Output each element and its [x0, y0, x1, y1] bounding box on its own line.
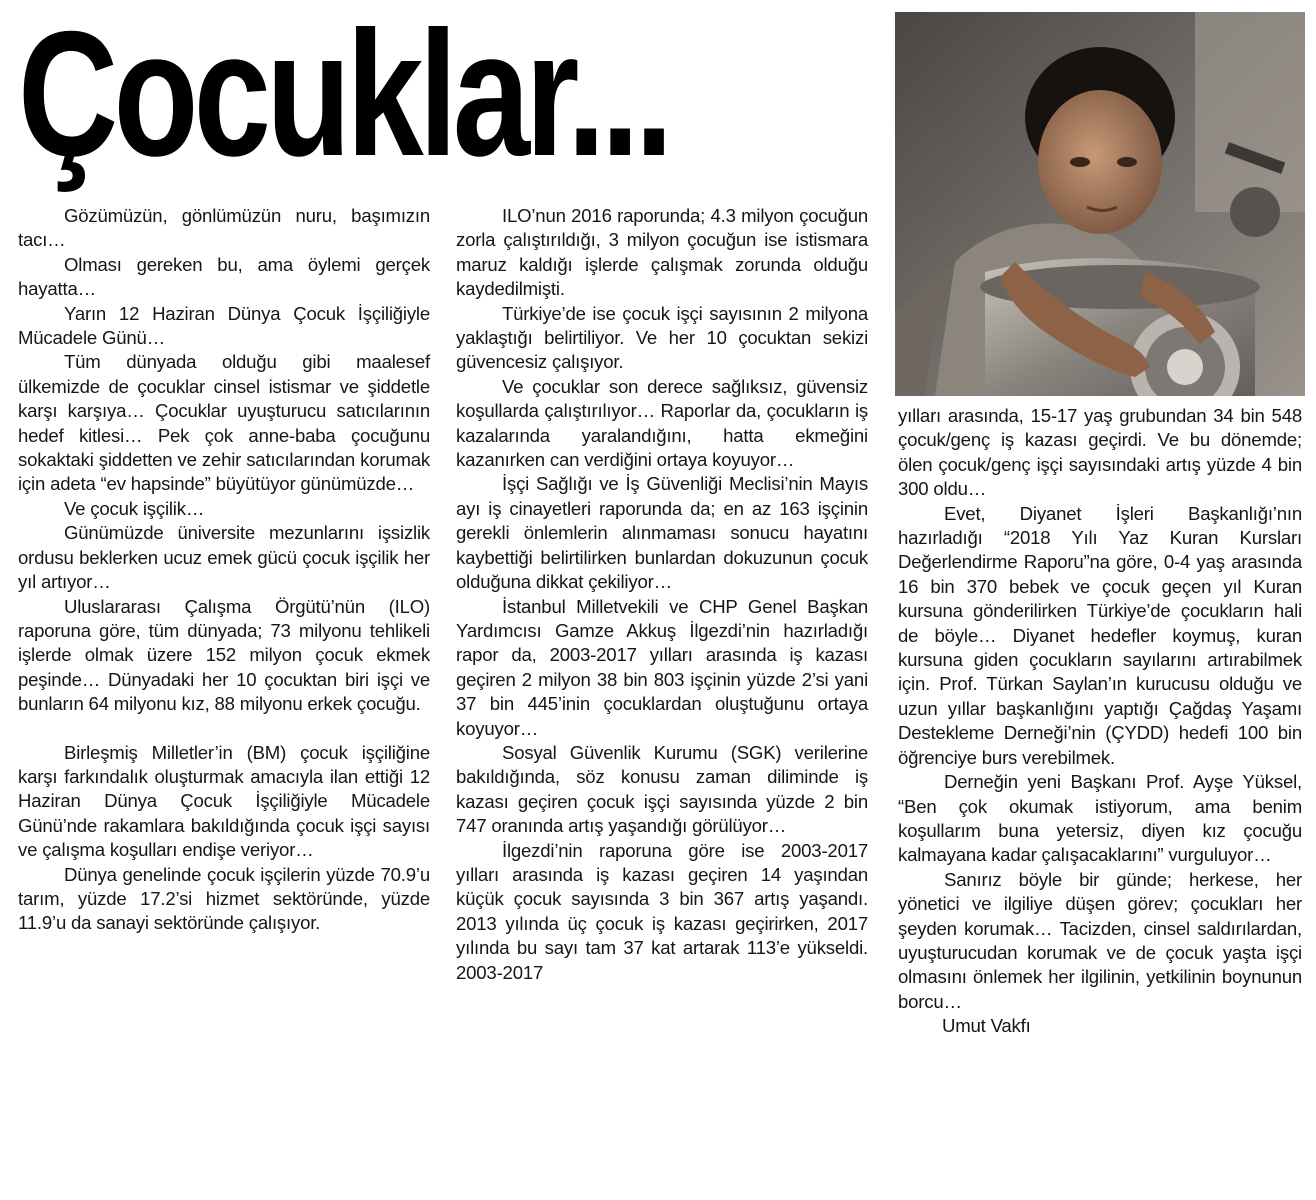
- paragraph: İşçi Sağlığı ve İş Güvenliği Meclisi’nin Mayıs ayı iş cinayetleri raporunda da; en az 163 işçinin gerekli önlemlerin alınmaması sonucu hayatını kaybettiği belirtilirken bunlardan dokuzunun çocuk olduğuna dikkat çekiliyor…: [456, 473, 868, 593]
- paragraph: İstanbul Milletvekili ve CHP Genel Başkan Yardımcısı Gamze Akkuş İlgezdi’nin hazırladığı rapor da, 2003-2017 yılları arasında iş kazası geçiren 2 milyon 38 bin 803 işçinin yüzde 2’si yani 37 bin 445’inin çocuklardan oluştuğunu ortaya koyuyor…: [456, 595, 868, 739]
- paragraph: Olması gereken bu, ama öylemi gerçek hayatta…: [18, 253, 430, 300]
- paragraph: Ve çocuk işçilik…: [64, 497, 205, 519]
- paragraph: Tüm dünyada olduğu gibi maalesef ülkemizde de çocuklar cinsel istismar ve şiddetle karşı karşıya… Çocuklar uyuşturucu satıcılarının hedef kitlesi… Pek çok anne-baba çocuğunu sokaktaki şiddetten ve zehir satıcılarından korumak için adeta “ev hapsinde” büyütüyor günümüzde…: [18, 351, 430, 495]
- paragraph: ILO’nun 2016 raporunda; 4.3 milyon çocuğun zorla çalıştırıldığı, 3 milyon çocuğun ise istismara maruz kaldığı işlerde çalışmak zorunda olduğu kaydedilmişti.: [456, 205, 868, 300]
- author-signature: Umut Vakfı: [942, 1015, 1031, 1037]
- photo-illustration: [895, 12, 1305, 396]
- paragraph: Ve çocuklar son derece sağlıksız, güvensiz koşullarda çalıştırılıyor… Raporlar da, çocukların iş kazalarında yaralandığını, hatta ekmeğini kazanırken can verdiğini ortaya koyuyor…: [456, 375, 868, 471]
- paragraph: yılları arasında, 15-17 yaş grubundan 34 bin 548 çocuk/genç iş kazası geçirdi. Ve bu dönemde; ölen çocuk/genç işçi sayısındaki artış yüzde 4 bin 300 oldu…: [898, 405, 1302, 500]
- paragraph: Günümüzde üniversite mezunlarını işsizlik ordusu beklerken ucuz emek gücü çocuk işçilik her yıl artıyor…: [18, 522, 430, 593]
- headline: Çocuklar...: [18, 0, 669, 193]
- paragraph: İlgezdi’nin raporuna göre ise 2003-2017 yılları arasında iş kazası geçiren 14 yaşından küçük çocuk sayısında 3 bin 367 artış yaşandı. 2013 yılında üç çocuk iş kazası geçirirken, 2017 yılında bu sayı tam 37 kat artarak 113’e yükseldi. 2003-2017: [456, 839, 868, 983]
- paragraph: Gözümüzün, gönlümüzün nuru, başımızın tacı…: [18, 205, 430, 251]
- paragraph: Uluslararası Çalışma Örgütü’nün (ILO) raporuna göre, tüm dünyada; 73 milyonu tehlikeli işlerde olmak üzere 152 milyon çocuk ekmek peşinde… Dünyadaki her 10 çocuktan biri işçi ve bunların 64 milyonu kız, 88 milyonu erkek çocuğu.: [18, 595, 430, 715]
- paragraph: Türkiye’de ise çocuk işçi sayısının 2 milyona yaklaştığı belirtiliyor. Ve her 10 çocuktan sekizi güvencesiz çalışıyor.: [456, 302, 868, 373]
- paragraph: Sosyal Güvenlik Kurumu (SGK) verilerine bakıldığında, söz konusu zaman diliminde iş kazası geçiren çocuk işçi sayısında yüzde 2 bin 747 oranında artış yaşandığı görülüyor…: [456, 741, 868, 837]
- paragraph: Evet, Diyanet İşleri Başkanlığı’nın hazırladığı “2018 Yılı Yaz Kuran Kursları Değerlendirme Raporu”na göre, 0-4 yaş arasında 16 bin 370 bebek ve çocuk geçen yıl Kuran kursuna gönderilirken Türkiye’de çocukların hali de böyle… Diyanet hedefler koymuş, kuran kursuna giden çocukların sayılarını artırabilmek için. Prof. Türkan Saylan’ın kurucusu olduğu ve uzun yıllar başkanlığını yaptığı Çağdaş Yaşamı Destekleme Derneği’nin (ÇYDD) hedefi 100 bin öğrenciye burs verebilmek.: [898, 502, 1302, 768]
- paragraph: Sanırız böyle bir günde; herkese, her yönetici ve ilgiliye düşen görev; çocukları her şeyden korumak… Tacizden, cinsel saldırılardan, uyuşturucudan korumak ve de çocuk yaşta işçi olmasını önlemek her ilgilinin, yetkilinin boynunun borcu…: [898, 868, 1302, 1012]
- article-column-2: [456, 204, 868, 985]
- child-worker-photo: [895, 12, 1305, 396]
- paragraph: Dünya genelinde çocuk işçilerin yüzde 70.9’u tarım, yüzde 17.2’si hizmet sektöründe, yüzde 11.9’u da sanayi sektöründe çalışıyor.: [18, 863, 430, 934]
- paragraph: Derneğin yeni Başkanı Prof. Ayşe Yüksel, “Ben çok okumak istiyorum, ama benim koşullarım buna yetersiz, diyen kız çocuğu kalmayana kadar çalışacaklarını” vurguluyor…: [898, 771, 1302, 866]
- paragraph: Yarın 12 Haziran Dünya Çocuk İşçiliğiyle Mücadele Günü…: [18, 302, 430, 349]
- article-column-1: [18, 204, 430, 936]
- article-column-3: [898, 404, 1302, 1039]
- paragraph: Birleşmiş Milletler’in (BM) çocuk işçiliğine karşı farkındalık oluşturmak amacıyla ilan ettiği 12 Haziran Dünya Çocuk İşçiliğiyle Mücadele Günü’nde rakamlara bakıldığında çocuk işçi sayısı ve çalışma koşulları endişe veriyor…: [18, 741, 430, 861]
